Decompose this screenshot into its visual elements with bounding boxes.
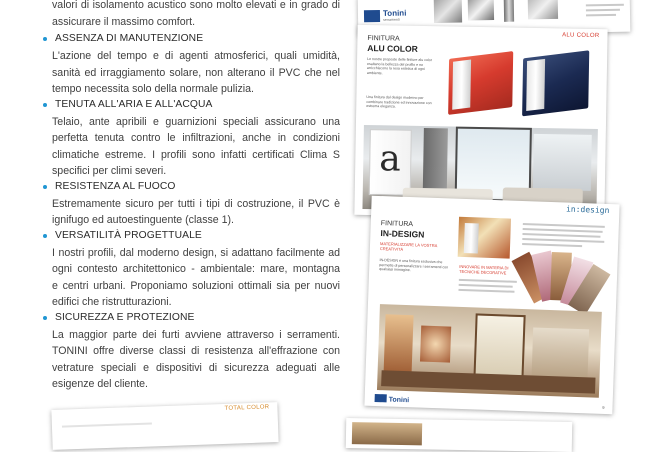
bottom-pages xyxy=(0,400,650,433)
brochure-page-bottom-right xyxy=(346,418,572,452)
alu-body-text-2: Una finitura dal design moderno per combinare tradizione ed innovazione con estrema eleganza. xyxy=(366,94,432,109)
body-line: TONINI offre diverse classi di resistenza all'effrazione con xyxy=(52,345,340,357)
design-subtitle: MATERIALIZZARE LA VOSTRA CREATIVITÀ xyxy=(379,241,438,252)
bullet xyxy=(43,185,47,189)
section-title: SICUREZZA E PROTEZIONE xyxy=(55,312,195,323)
body-line: L'azione del tempo e di agenti atmosferici, quali umidità, xyxy=(52,50,340,62)
decor-letter-icon: a xyxy=(378,138,402,180)
brand-name: Tonini xyxy=(388,396,410,405)
profile-thumbnail xyxy=(528,0,558,19)
bullet xyxy=(43,316,47,320)
bullet xyxy=(43,103,47,107)
body-line: climatiche estreme. I profili sono infatti certificati Clima S xyxy=(52,149,340,161)
design-body-text: IN-DESIGN è una finitura esclusiva che permette di personalizzare i serramenti con qualsiasi immagine. xyxy=(379,258,449,273)
body-line: Estremamente sicuro per tutti i tipi di costruzione, il PVC è xyxy=(52,198,340,210)
brand-name: Tonini xyxy=(382,8,407,18)
brand-tagline: serramenti xyxy=(383,17,400,22)
design-title-small: FINITURA xyxy=(380,220,414,229)
in-design-tag: in:design xyxy=(565,204,610,216)
body-line: ogni contesto architettonico - ambientale: mare, montagna xyxy=(52,263,340,275)
profile-section-white xyxy=(452,60,471,110)
brochure-page-alu-color xyxy=(354,25,607,219)
alu-title-small: FINITURA xyxy=(367,35,400,43)
body-line: esigenze del cliente. xyxy=(52,378,148,390)
body-line: vetrature speciali e dispositivi di sicurezza adeguati alle xyxy=(52,362,340,374)
alu-color-tag: ALU COLOR xyxy=(562,32,600,40)
body-line: e centri urbani. Proponiamo soluzioni ottimali sia per nuovi xyxy=(52,280,340,292)
brochure-page-total-color xyxy=(51,402,278,450)
bullet xyxy=(43,234,47,238)
intro-line-2: assicurare il massimo comfort. xyxy=(52,16,196,28)
intro-line-1: valori di isolamento acustico sono molto elevati e in grado di xyxy=(52,0,340,11)
profile-thumbnail xyxy=(468,0,494,20)
section-title: ASSENZA DI MANUTENZIONE xyxy=(55,33,204,44)
body-line: tempo necessita solo della normale pulizia. xyxy=(52,83,254,95)
body-line: sanità ed irraggiamento solare, non alterano il PVC che nel xyxy=(52,67,340,79)
total-color-tag: TOTAL COLOR xyxy=(224,404,270,412)
alu-body-text: Le nostre proposte delle finiture alu color esaltano la bellezza del profilo e ne arricchiscono la resa estetica di ogni ambiente. xyxy=(366,57,433,76)
alu-title-big: ALU COLOR xyxy=(367,43,418,54)
page-number: 9 xyxy=(602,404,605,410)
section-title: VERSATILITÀ PROGETTUALE xyxy=(55,230,202,241)
body-line: La maggior parte dei furti avviene attraverso i serramenti. xyxy=(52,329,340,341)
body-line: Telaio, ante apribili e guarnizioni speciali assicurano una xyxy=(52,116,340,128)
body-line: specifici per climi severi. xyxy=(52,165,167,177)
profile-thumbnail xyxy=(504,0,514,22)
tonini-logo-icon xyxy=(364,10,380,22)
body-line: ignifugo ed autoestinguente (classe 1). xyxy=(52,214,234,226)
profile-thumbnail xyxy=(434,0,462,23)
brochure-preview xyxy=(340,0,650,433)
section-title: TENUTA ALL'ARIA E ALL'ACQUA xyxy=(55,99,213,110)
design-title-big: IN-DESIGN xyxy=(380,228,425,240)
innovation-title: INNOVARE IN MATERIA DI TECNICHE DECORATIVE xyxy=(459,263,509,276)
brochure-page-in-design xyxy=(364,196,619,415)
bullet xyxy=(43,37,47,41)
section-title: RESISTENZA AL FUOCO xyxy=(55,181,176,192)
body-line: perfetta tenuta contro le infiltrazioni, anche in condizioni xyxy=(52,132,340,144)
design-interior-photo xyxy=(377,304,602,398)
corner-text xyxy=(586,0,626,2)
body-line: I nostri profili, dal moderno design, si adattano facilmente ad xyxy=(52,247,340,259)
profile-section-white xyxy=(526,59,545,111)
body-line: edifici che ristrutturazioni. xyxy=(52,296,172,308)
